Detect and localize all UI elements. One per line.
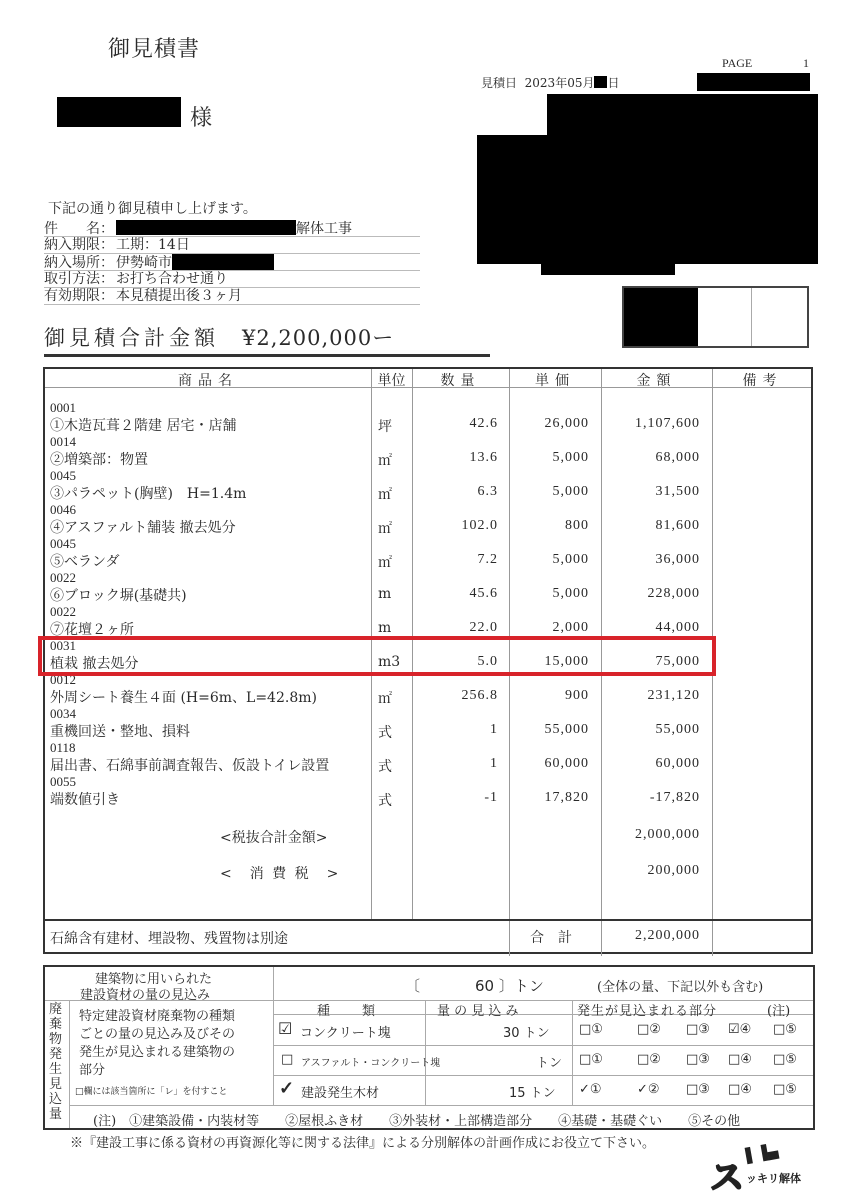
info-suffix: 解体工事	[296, 221, 352, 237]
item-code: 0012	[50, 672, 76, 687]
item-unit: ㎡	[378, 555, 392, 571]
info-row-location	[44, 254, 420, 271]
item-unit: m	[378, 620, 392, 636]
item-price: 2,000	[552, 620, 589, 635]
table-row	[45, 400, 811, 435]
part-1[interactable]: □①	[579, 1022, 603, 1037]
item-name: ②増築部：物置	[50, 452, 148, 468]
item-qty: 256.8	[461, 688, 498, 703]
info-label: 納入場所：	[44, 255, 114, 271]
table-row	[45, 536, 811, 571]
logo-big-char: ス	[710, 1158, 744, 1198]
item-price: 26,000	[544, 416, 589, 431]
rec-total-open: 〔	[405, 977, 421, 995]
tax-label: < 消 費 税 >	[220, 866, 341, 882]
total-value: ¥2,200,000ー	[242, 326, 395, 350]
item-amount: 36,000	[655, 552, 700, 567]
table-row	[45, 502, 811, 537]
item-unit: ㎡	[378, 487, 392, 503]
info-label: 有効期限：	[44, 288, 114, 304]
part-3[interactable]: □③	[686, 1022, 710, 1037]
rec-desc-line4: 部分	[79, 1063, 106, 1078]
table-row	[45, 468, 811, 503]
info-label: 件 名：	[44, 221, 114, 237]
item-name: ⑥ブロック塀(基礎共)	[50, 588, 187, 604]
item-price: 55,000	[544, 722, 589, 737]
item-price: 15,000	[544, 654, 589, 669]
page-number: 1	[803, 56, 809, 70]
table-header	[45, 369, 811, 388]
redacted-stamp	[624, 288, 698, 346]
redacted-address	[172, 254, 274, 270]
table-row	[45, 774, 811, 809]
part-1[interactable]: □①	[579, 1052, 603, 1067]
item-unit: 式	[378, 725, 392, 741]
stamp-cell	[752, 288, 807, 346]
redacted-company-block	[477, 135, 557, 264]
item-unit: ㎡	[378, 521, 392, 537]
stamp-box	[622, 286, 809, 348]
rec-type-wood: 建設発生木材	[301, 1086, 380, 1101]
item-price: 17,820	[544, 790, 589, 805]
item-amount: 44,000	[655, 620, 700, 635]
item-name: 植栽 撤去処分	[50, 656, 139, 672]
item-amount: 1,107,600	[635, 416, 700, 431]
rec-desc-line2: ごとの量の見込み及びその	[79, 1027, 236, 1042]
item-price: 5,000	[552, 450, 589, 465]
rec-total-note: (全体の量、下記以外も含む)	[597, 980, 764, 995]
highlight-box	[38, 636, 716, 676]
item-amount: 81,600	[655, 518, 700, 533]
header-unit: 単位	[377, 373, 406, 389]
rec-col-note: (注)	[767, 1004, 791, 1019]
item-qty: 6.3	[477, 484, 498, 499]
rec-title-line2: 建設資材の量の見込み	[80, 988, 211, 1003]
checkbox-wood[interactable]: ✓	[279, 1078, 295, 1099]
info-label: 納入期限：	[44, 237, 114, 253]
item-name: ①木造瓦葺２階建 居宅・店舗	[50, 418, 237, 434]
rec-amount-wood: 15 トン	[509, 1086, 556, 1101]
item-qty: 22.0	[469, 620, 498, 635]
part-4[interactable]: □④	[728, 1082, 752, 1097]
info-row-terms	[44, 271, 420, 288]
legal-note: ※『建設工事に係る資材の再資源化等に関する法律』による分別解体の計画作成にお役立て下さい。	[70, 1136, 656, 1151]
info-label: 取引方法：	[44, 271, 114, 287]
item-code: 0031	[50, 638, 76, 653]
part-3[interactable]: □③	[686, 1082, 710, 1097]
item-qty: 42.6	[469, 416, 498, 431]
redacted-company-block	[547, 94, 818, 264]
part-2[interactable]: □②	[637, 1022, 661, 1037]
part-2[interactable]: ✓②	[637, 1082, 660, 1097]
item-code: 0118	[50, 740, 76, 755]
item-qty: 5.0	[477, 654, 498, 669]
item-name: 端数値引き	[50, 792, 120, 808]
rec-amount-asphalt: トン	[536, 1056, 563, 1071]
part-5[interactable]: □⑤	[773, 1052, 797, 1067]
table-footer	[45, 919, 811, 952]
item-name: ④アスファルト舗装 撤去処分	[50, 520, 236, 536]
part-2[interactable]: □②	[637, 1052, 661, 1067]
item-qty: 1	[490, 756, 498, 771]
redacted-recipient-name	[57, 97, 181, 127]
logo-burst-icon: ▌▐▄	[744, 1143, 780, 1165]
col-divider	[425, 1000, 426, 1105]
rec-total-value: 60 〕トン	[475, 977, 544, 995]
item-code: 0046	[50, 502, 76, 517]
table-row	[45, 706, 811, 741]
header-price: 単価	[535, 373, 575, 389]
part-5[interactable]: □⑤	[773, 1082, 797, 1097]
item-unit: ㎡	[378, 453, 392, 469]
item-price: 60,000	[544, 756, 589, 771]
company-logo	[710, 1143, 820, 1198]
redacted-subject	[116, 220, 296, 235]
rec-side-label: 廃棄物発生見込量	[49, 1002, 63, 1122]
part-1[interactable]: ✓①	[579, 1082, 602, 1097]
subtotal-value: 2,000,000	[635, 827, 700, 842]
item-code: 0045	[50, 536, 76, 551]
table-row	[45, 434, 811, 469]
rec-type-asphalt: アスファルト・コンクリート塊	[301, 1058, 441, 1069]
item-amount: 228,000	[647, 586, 700, 601]
part-4[interactable]: ☑④	[728, 1022, 752, 1037]
item-qty: 102.0	[461, 518, 498, 533]
footer-note: 石綿含有建材、埋設物、残置物は別途	[50, 931, 288, 947]
item-price: 800	[565, 518, 589, 533]
item-unit: m	[378, 586, 392, 602]
rec-col-amount: 量 の 見 込 み	[437, 1004, 519, 1019]
row-divider	[273, 1075, 813, 1076]
item-name: ⑤ベランダ	[50, 554, 120, 570]
total-label: 御見積合計金額	[44, 326, 219, 350]
rec-desc-note: □欄には該当箇所に「レ」を付すこと	[75, 1087, 228, 1097]
info-value: 工期：14日	[116, 237, 190, 253]
item-amount: 31,500	[655, 484, 700, 499]
date-label: 見積日	[481, 76, 518, 90]
header-qty: 数量	[440, 373, 481, 389]
part-3[interactable]: □③	[686, 1052, 710, 1067]
item-price: 5,000	[552, 552, 589, 567]
info-row-deadline	[44, 237, 420, 254]
item-code: 0001	[50, 400, 76, 415]
item-qty: 1	[490, 722, 498, 737]
estimate-total	[44, 322, 490, 357]
item-unit: ㎡	[378, 691, 392, 707]
item-code: 0022	[50, 604, 76, 619]
header-amount: 金額	[636, 373, 677, 389]
item-amount: 68,000	[655, 450, 700, 465]
item-amount: -17,820	[649, 790, 700, 805]
estimate-date	[481, 74, 619, 91]
recipient-honorific: 様	[190, 106, 213, 131]
table-row	[45, 570, 811, 605]
grand-total-value: 2,200,000	[635, 928, 700, 943]
page-label: PAGE	[722, 56, 753, 70]
item-amount: 231,120	[647, 688, 700, 703]
tax-value: 200,000	[647, 863, 700, 878]
recycling-estimate-table	[43, 965, 815, 1130]
item-amount: 75,000	[655, 654, 700, 669]
info-row-subject	[44, 220, 420, 237]
item-code: 0022	[50, 570, 76, 585]
logo-text: ッキリ解体	[746, 1172, 801, 1185]
redacted-company-code	[697, 73, 810, 91]
item-price: 900	[565, 688, 589, 703]
item-unit: m3	[378, 654, 401, 670]
info-rows	[44, 220, 420, 305]
info-value: 本見積提出後３ヶ月	[116, 288, 242, 304]
intro-text: 下記の通り御見積申し上げます。	[48, 201, 257, 217]
checkbox-asphalt[interactable]: □	[281, 1052, 294, 1067]
item-qty: 7.2	[477, 552, 498, 567]
item-price: 5,000	[552, 586, 589, 601]
rec-title-line1: 建築物に用いられた	[95, 972, 213, 987]
redacted-day	[594, 76, 607, 88]
header-note: 備考	[742, 373, 783, 389]
item-unit: 式	[378, 793, 392, 809]
header-name: 商品名	[178, 373, 238, 389]
part-5[interactable]: □⑤	[773, 1022, 797, 1037]
item-name: 外周シート養生４面 (H=6m、L=42.8m)	[50, 690, 317, 706]
checkbox-concrete[interactable]: ☑	[278, 1019, 293, 1038]
table-row	[45, 740, 811, 775]
row-divider	[273, 1045, 813, 1046]
item-amount: 60,000	[655, 756, 700, 771]
item-code: 0034	[50, 706, 76, 721]
rec-desc-line3: 発生が見込まれる建築物の	[79, 1045, 236, 1060]
table-row	[45, 604, 811, 639]
rec-desc-line1: 特定建設資材廃棄物の種類	[79, 1009, 236, 1024]
info-row-validity	[44, 288, 420, 305]
item-code: 0014	[50, 434, 76, 449]
part-4[interactable]: □④	[728, 1052, 752, 1067]
item-name: 重機回送・整地、損料	[50, 724, 190, 740]
rec-type-concrete: コンクリート塊	[300, 1026, 391, 1041]
item-unit: 式	[378, 759, 392, 775]
grand-total-label: 合 計	[530, 930, 572, 946]
item-name: 届出書、石綿事前調査報告、仮設トイレ設置	[50, 758, 330, 774]
item-code: 0045	[50, 468, 76, 483]
item-name: ③パラペット(胸壁) H=1.4m	[50, 486, 247, 502]
rec-col-type: 種 類	[317, 1004, 378, 1019]
table-row	[45, 672, 811, 707]
date-suffix: 日	[607, 76, 620, 90]
col-divider	[69, 1000, 70, 1128]
redacted-company-block	[541, 255, 675, 275]
info-value: お打ち合わせ通り	[116, 271, 228, 287]
item-unit: 坪	[378, 419, 392, 435]
item-qty: -1	[484, 790, 498, 805]
item-name: ⑦花壇２ヶ所	[50, 622, 134, 638]
col-divider	[273, 967, 274, 1105]
item-qty: 45.6	[469, 586, 498, 601]
item-qty: 13.6	[469, 450, 498, 465]
rec-amount-concrete: 30 トン	[503, 1026, 550, 1041]
item-code: 0055	[50, 774, 76, 789]
stamp-cell	[698, 288, 752, 346]
info-value: 伊勢崎市	[116, 255, 172, 271]
date-value: 2023年05月	[524, 76, 595, 90]
document-title: 御見積書	[108, 37, 201, 62]
subtotal-label: <税抜合計金額>	[220, 830, 328, 846]
row-divider	[69, 1105, 813, 1106]
item-price: 5,000	[552, 484, 589, 499]
item-amount: 55,000	[655, 722, 700, 737]
rec-col-part: 発生が見込まれる部分	[577, 1004, 718, 1019]
rec-legend: (注) ①建築設備・内装材等 ②屋根ふき材 ③外装材・上部構造部分 ④基礎・基礎ぐい ⑤その他	[93, 1114, 741, 1129]
col-divider	[572, 1000, 573, 1105]
